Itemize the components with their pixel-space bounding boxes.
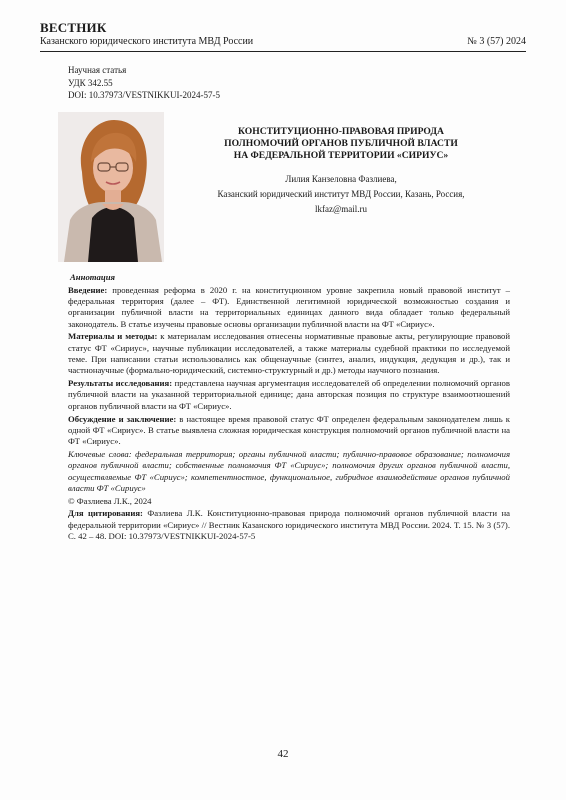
udc-code: УДК 342.55 [68, 77, 113, 88]
introduction-label: Введение: [68, 284, 108, 295]
article-title [200, 126, 482, 162]
article-type: Научная статья [68, 65, 127, 75]
results-text: представлена научная аргументация исследователей об определении полномочий органов публичной власти на указанной территориальной единице; дана авторская позиция по структуре взаимоотношений органов публичной власти на ФТ «Сириус». [68, 378, 510, 411]
abstract-methods [68, 331, 510, 376]
article-meta [68, 64, 220, 102]
abstract-introduction [68, 285, 510, 330]
citation [68, 508, 510, 542]
results-label: Результаты исследования: [68, 378, 173, 389]
citation-text: Фазлиева Л.К. Конституционно-правовая природа полномочий органов публичной власти на федеральной территории «Сириус» // Вестник Казанского юридического института МВД России. 2024. Т. 15. № 3 (57). С. 42 – 48. DOI: 10.37973/VESTNIKKUI-2024-57-5 [68, 508, 510, 542]
citation-label: Для цитирования: [68, 508, 143, 519]
author-name: Лилия Канзеловна Фазлиева, [285, 174, 397, 184]
author-block [200, 172, 482, 217]
introduction-text: проведенная реформа в 2020 г. на конституционном уровне закрепила новый правовой институт – федеральная территория (далее – ФТ). Единственной легитимной юридической возможностью создания и организации публичной власти на территориальных единицах данного вида обладает только федеральный законодатель. В статье изучены правовые основы организации публичной власти на ФТ «Сириус». [68, 284, 510, 329]
abstract [68, 272, 510, 544]
discussion-text: в настоящее время правовой статус ФТ определен федеральным законодателем лишь к одной ФТ «Сириус». В статье выявлена сложная юридическая конструкция полномочий органов публичной власти на ФТ «Сириус». [68, 413, 511, 447]
doi: DOI: 10.37973/VESTNIKKUI-2024-57-5 [68, 90, 220, 100]
author-portrait-image [58, 112, 164, 262]
methods-label: Материалы и методы: [68, 331, 158, 342]
article-title-line: КОНСТИТУЦИОННО-ПРАВОВАЯ ПРИРОДА [238, 126, 444, 137]
abstract-results [68, 378, 510, 412]
header-divider [40, 51, 526, 52]
author-affiliation: Казанский юридический институт МВД России, Казань, Россия, [217, 189, 465, 199]
keywords: Ключевые слова: федеральная территория; органы публичной власти; публично-правовое образование; полномочия органов публичной власти; собственные полномочия ФТ «Сириус»; полномочия других органов публичной власти, осуществляемые ФТ «Сириус»; компетентностное, функциональное, гибридное взаимодействие органов публичной власти ФТ «Сириус» [68, 448, 510, 493]
copyright: © Фазлиева Л.К., 2024 [68, 495, 152, 506]
abstract-discussion [68, 414, 510, 448]
article-title-line: ПОЛНОМОЧИЙ ОРГАНОВ ПУБЛИЧНОЙ ВЛАСТИ [224, 138, 458, 149]
article-title-line: НА ФЕДЕРАЛЬНОЙ ТЕРРИТОРИИ «СИРИУС» [233, 150, 449, 161]
author-email: lkfaz@mail.ru [314, 204, 368, 214]
issue-number: № 3 (57) 2024 [467, 36, 526, 47]
abstract-heading: Аннотация [70, 272, 116, 282]
page-number: 42 [277, 748, 289, 760]
author-photo [58, 112, 164, 262]
methods-text: к материалам исследования отнесены нормативные правовые акты, регулирующие правовой статус ФТ «Сириус», научные публикации исследователей, а также материалы судебной практики по исследуемой теме. При написании статьи использовались как общенаучные (синтез, анализ, индукция, дедукция и др.), так и частнонаучные (формально-юридический, системно-структурный и др.) методы научного познания. [68, 331, 510, 376]
journal-institute: Казанского юридического института МВД России [40, 36, 254, 47]
discussion-label: Обсуждение и заключение: [68, 413, 177, 424]
journal-name: ВЕСТНИК [40, 20, 107, 35]
